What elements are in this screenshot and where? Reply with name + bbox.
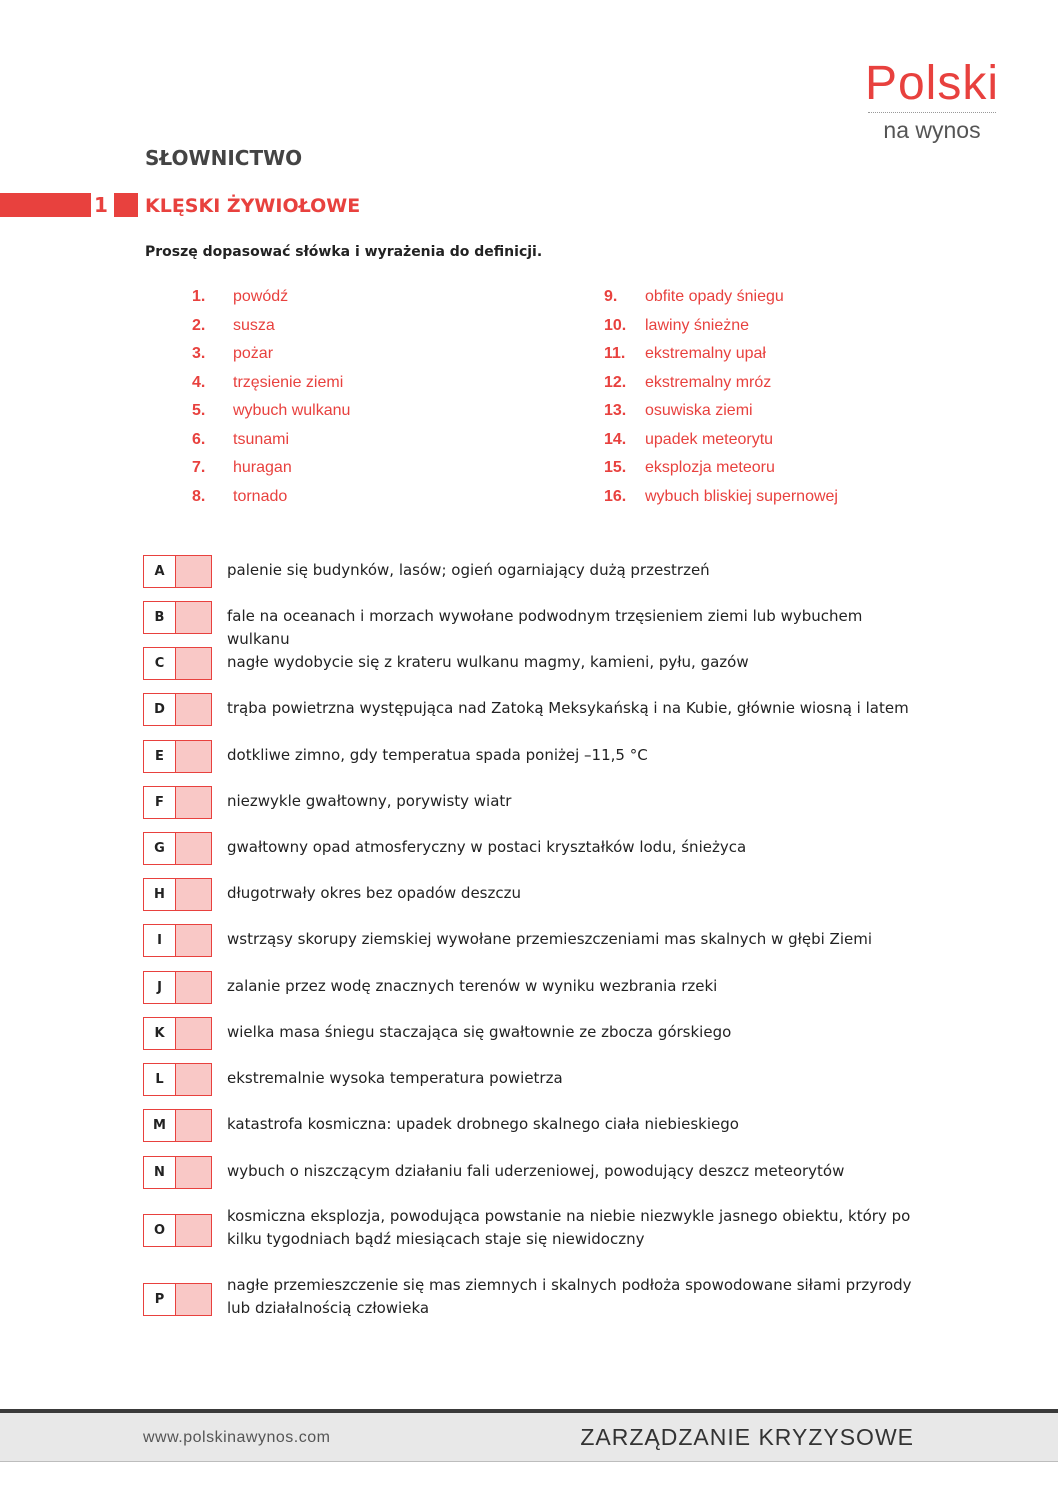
word-number: 7. — [192, 459, 206, 477]
definition-row — [143, 1109, 927, 1142]
definition-row — [143, 1276, 927, 1320]
answer-box[interactable] — [176, 1109, 212, 1142]
definition-row — [143, 1017, 927, 1050]
definition-row — [143, 601, 927, 651]
definition-row — [143, 924, 927, 957]
definition-row — [143, 1207, 927, 1251]
definition-letter: G — [143, 832, 176, 865]
definition-letter: J — [143, 971, 176, 1004]
definition-letter: F — [143, 786, 176, 819]
word-number: 16. — [604, 487, 627, 505]
exercise-accent-square — [114, 193, 138, 217]
word-item — [192, 454, 572, 483]
word-number: 14. — [604, 430, 627, 448]
word-text: powódź — [233, 288, 289, 306]
definition-text: długotrwały okres bez opadów deszczu — [227, 884, 522, 902]
word-number: 2. — [192, 316, 206, 334]
answer-box[interactable] — [176, 555, 212, 588]
answer-box[interactable] — [176, 786, 212, 819]
answer-box[interactable] — [176, 971, 212, 1004]
definition-row — [143, 1063, 927, 1096]
word-text: huragan — [233, 459, 292, 477]
answer-box[interactable] — [176, 1017, 212, 1050]
definition-letter: N — [143, 1156, 176, 1189]
definition-letter: H — [143, 878, 176, 911]
definition-letter: M — [143, 1109, 176, 1142]
word-item — [604, 340, 984, 369]
word-item — [604, 454, 984, 483]
word-item — [604, 483, 984, 512]
answer-box[interactable] — [176, 693, 212, 726]
logo-main-text: Polski — [864, 57, 1000, 110]
answer-box[interactable] — [176, 832, 212, 865]
logo — [852, 58, 1012, 144]
footer-url: www.polskinawynos.com — [143, 1429, 331, 1446]
definition-letter: B — [143, 601, 176, 634]
definition-row — [143, 1156, 927, 1189]
exercise-accent-bar — [0, 193, 91, 217]
word-text: tornado — [233, 487, 288, 505]
word-text: osuwiska ziemi — [645, 402, 753, 420]
word-number: 13. — [604, 402, 627, 420]
definition-row — [143, 786, 927, 819]
word-text: obfite opady śniegu — [645, 288, 784, 306]
footer-bottom-rule — [0, 1461, 1058, 1462]
word-item — [192, 312, 572, 341]
footer-title: ZARZĄDZANIE KRYZYSOWE — [580, 1424, 914, 1450]
word-item — [192, 283, 572, 312]
word-number: 6. — [192, 430, 206, 448]
word-number: 15. — [604, 459, 627, 477]
definition-row — [143, 555, 927, 588]
definition-text: katastrofa kosmiczna: upadek drobnego skalnego ciała niebieskiego — [227, 1115, 739, 1133]
word-number: 3. — [192, 345, 206, 363]
word-number: 5. — [192, 402, 206, 420]
answer-box[interactable] — [176, 647, 212, 680]
definition-letter: K — [143, 1017, 176, 1050]
word-number: 12. — [604, 373, 627, 391]
exercise-title: KLĘSKI ŻYWIOŁOWE — [145, 195, 361, 217]
word-number: 9. — [604, 288, 618, 306]
answer-box[interactable] — [176, 1063, 212, 1096]
word-item — [604, 397, 984, 426]
word-text: pożar — [233, 345, 274, 363]
word-item — [192, 483, 572, 512]
word-number: 1. — [192, 288, 206, 306]
word-list-right — [604, 283, 984, 511]
definition-text: wielka masa śniegu staczająca się gwałtownie ze zbocza górskiego — [227, 1023, 732, 1041]
answer-box[interactable] — [176, 740, 212, 773]
definition-text: ekstremalnie wysoka temperatura powietrza — [227, 1069, 563, 1087]
definition-letter: O — [143, 1214, 176, 1247]
definition-text: zalanie przez wodę znacznych terenów w wyniku wezbrania rzeki — [227, 977, 718, 995]
definition-text: gwałtowny opad atmosferyczny w postaci kryształków lodu, śnieżyca — [227, 838, 747, 856]
definition-row — [143, 832, 927, 865]
word-text: susza — [233, 316, 275, 334]
definition-text: nagłe przemieszczenie się mas ziemnych i skalnych podłoża spowodowane siłami przyrody lub działalnością człowieka — [227, 1276, 912, 1317]
word-text: upadek meteorytu — [645, 430, 774, 448]
definition-text: niezwykle gwałtowny, porywisty wiatr — [227, 792, 512, 810]
word-text: eksplozja meteoru — [645, 459, 775, 477]
word-item — [192, 369, 572, 398]
word-number: 10. — [604, 316, 627, 334]
answer-box[interactable] — [176, 1283, 212, 1316]
word-text: lawiny śnieżne — [645, 316, 750, 334]
word-number: 11. — [604, 345, 626, 363]
word-item — [192, 426, 572, 455]
definition-letter: I — [143, 924, 176, 957]
definition-letter: P — [143, 1283, 176, 1316]
logo-divider — [868, 112, 996, 113]
word-item — [192, 340, 572, 369]
definition-text: palenie się budynków, lasów; ogień ogarniający dużą przestrzeń — [227, 561, 710, 579]
exercise-number: 1 — [94, 193, 108, 217]
definition-row — [143, 693, 927, 726]
answer-box[interactable] — [176, 878, 212, 911]
definition-letter: L — [143, 1063, 176, 1096]
word-number: 8. — [192, 487, 206, 505]
word-text: tsunami — [233, 430, 290, 448]
word-item — [192, 397, 572, 426]
definition-text: wybuch o niszczącym działaniu fali uderzeniowej, powodujący deszcz meteorytów — [227, 1162, 845, 1180]
answer-box[interactable] — [176, 601, 212, 634]
word-text: wybuch wulkanu — [233, 402, 351, 420]
word-number: 4. — [192, 373, 206, 391]
definition-row — [143, 740, 927, 773]
word-list-left — [192, 283, 572, 511]
word-item — [604, 369, 984, 398]
word-item — [604, 426, 984, 455]
answer-box[interactable] — [176, 924, 212, 957]
word-text: ekstremalny mróz — [645, 373, 772, 391]
definition-letter: D — [143, 693, 176, 726]
word-text: trzęsienie ziemi — [233, 373, 344, 391]
word-item — [604, 312, 984, 341]
definition-text: kosmiczna eksplozja, powodująca powstanie na niebie niezwykle jasnego obiektu, który po kilku tygodniach bądź miesiącach staje się niewidoczny — [227, 1207, 911, 1248]
definition-text: dotkliwe zimno, gdy temperatua spada poniżej –11,5 °C — [227, 746, 648, 764]
definition-letter: C — [143, 647, 176, 680]
definition-text: trąba powietrzna występująca nad Zatoką Meksykańską i na Kubie, głównie wiosną i latem — [227, 699, 909, 717]
word-text: ekstremalny upał — [645, 345, 766, 363]
definition-text: fale na oceanach i morzach wywołane podwodnym trzęsieniem ziemi lub wybuchem wulkanu — [227, 607, 863, 648]
definition-row — [143, 647, 927, 680]
definition-letter: E — [143, 740, 176, 773]
exercise-instruction: Proszę dopasować słówka i wyrażenia do definicji. — [145, 244, 543, 260]
definition-text: nagłe wydobycie się z krateru wulkanu magmy, kamieni, pyłu, gazów — [227, 653, 749, 671]
word-text: wybuch bliskiej supernowej — [645, 487, 838, 505]
definition-text: wstrząsy skorupy ziemskiej wywołane przemieszczeniami mas skalnych w głębi Ziemi — [227, 930, 872, 948]
word-item — [604, 283, 984, 312]
section-title: SŁOWNICTWO — [145, 146, 303, 170]
answer-box[interactable] — [176, 1214, 212, 1247]
logo-sub-text: na wynos — [883, 117, 981, 143]
definition-row — [143, 878, 927, 911]
answer-box[interactable] — [176, 1156, 212, 1189]
definition-row — [143, 971, 927, 1004]
definition-letter: A — [143, 555, 176, 588]
